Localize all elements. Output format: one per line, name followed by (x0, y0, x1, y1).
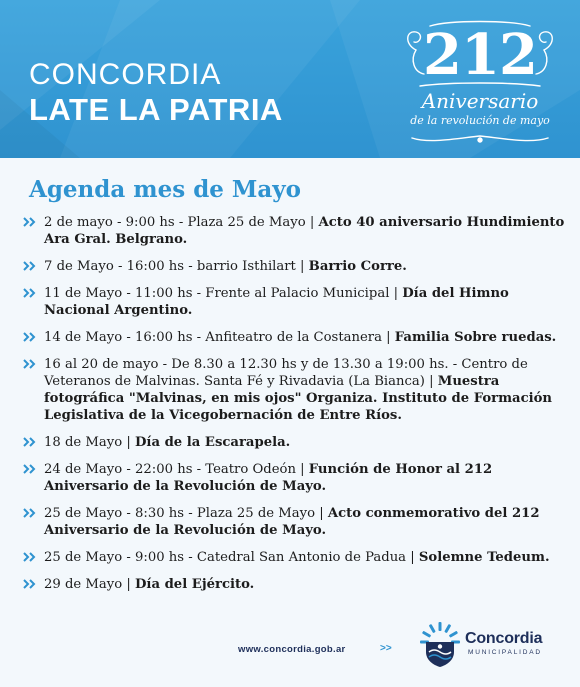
agenda-item (20, 461, 565, 495)
agenda-item-event: Día de la Escarapela. (135, 435, 291, 450)
agenda-item (20, 329, 565, 346)
concordia-logo-icon (420, 622, 460, 668)
website-link[interactable]: www.concordia.gob.ar (238, 644, 346, 655)
double-chevron-icon (23, 464, 37, 474)
anniversary-emblem (400, 20, 560, 145)
agenda-item-event: Familia Sobre ruedas. (394, 330, 557, 345)
agenda-list (20, 214, 565, 603)
header-band (0, 0, 580, 158)
double-chevron-icon (23, 261, 37, 271)
agenda-title: Agenda mes de Mayo (29, 176, 301, 203)
agenda-item (20, 258, 565, 275)
agenda-item (20, 356, 565, 424)
double-chevron-icon (23, 437, 37, 447)
emblem-word: Aniversario (421, 89, 539, 113)
agenda-item (20, 549, 565, 566)
double-chevron-icon (23, 217, 37, 227)
emblem-number: 212 (423, 22, 537, 88)
agenda-item (20, 434, 565, 451)
agenda-item (20, 576, 565, 593)
agenda-item-event: Día del Ejército. (135, 577, 255, 592)
agenda-item-event: Acto conmemorativo del 212 Aniversario de la Revolución de Mayo. (44, 506, 540, 538)
agenda-item (20, 505, 565, 539)
agenda-item-detail: 7 de Mayo - 16:00 hs - barrio Isthilart | (44, 259, 309, 274)
agenda-item-detail: 18 de Mayo | (44, 435, 135, 450)
emblem-subtitle: de la revolución de mayo (410, 114, 550, 127)
agenda-item-detail: 29 de Mayo | (44, 577, 135, 592)
footer-chevrons: >> (380, 643, 392, 654)
agenda-item (20, 214, 565, 248)
double-chevron-icon (23, 579, 37, 589)
agenda-item-detail: 24 de Mayo - 22:00 hs - Teatro Odeón | (44, 462, 309, 477)
double-chevron-icon (23, 359, 37, 369)
agenda-item-event: Día del Himno Nacional Argentino. (44, 286, 509, 318)
double-chevron-icon (23, 508, 37, 518)
agenda-item (20, 285, 565, 319)
agenda-item-event: Solemne Tedeum. (418, 550, 550, 565)
double-chevron-icon (23, 552, 37, 562)
agenda-item-event: Barrio Corre. (308, 259, 407, 274)
agenda-item-event: Muestra fotográfica "Malvinas, en mis ojos" Organiza. Instituto de Formación Legislativa de la Vicegobernación de Entre Ríos. (44, 374, 553, 423)
double-chevron-icon (23, 332, 37, 342)
agenda-item-detail: 14 de Mayo - 16:00 hs - Anfiteatro de la Costanera | (44, 330, 395, 345)
logo-name: Concordia (465, 630, 543, 647)
title-concordia: CONCORDIA (29, 58, 222, 91)
double-chevron-icon (23, 288, 37, 298)
agenda-item-event: Función de Honor al 212 Aniversario de la Revolución de Mayo. (44, 462, 493, 494)
agenda-item-event: Acto 40 aniversario Hundimiento Ara Gral. Belgrano. (44, 215, 565, 247)
title-late-la-patria: LATE LA PATRIA (29, 92, 283, 127)
agenda-item-detail: 16 al 20 de mayo - De 8.30 a 12.30 hs y de 13.30 a 19:00 hs. - Centro de Veteranos de Malvinas. Santa Fé y Rivadavia (La Bianca) | (44, 357, 528, 389)
agenda-item-detail: 25 de Mayo - 8:30 hs - Plaza 25 de Mayo | (44, 506, 328, 521)
logo-subtitle: MUNICIPALIDAD (468, 649, 542, 656)
agenda-item-detail: 2 de mayo - 9:00 hs - Plaza 25 de Mayo | (44, 215, 319, 230)
agenda-item-detail: 11 de Mayo - 11:00 hs - Frente al Palacio Municipal | (44, 286, 403, 301)
agenda-item-detail: 25 de Mayo - 9:00 hs - Catedral San Antonio de Padua | (44, 550, 419, 565)
